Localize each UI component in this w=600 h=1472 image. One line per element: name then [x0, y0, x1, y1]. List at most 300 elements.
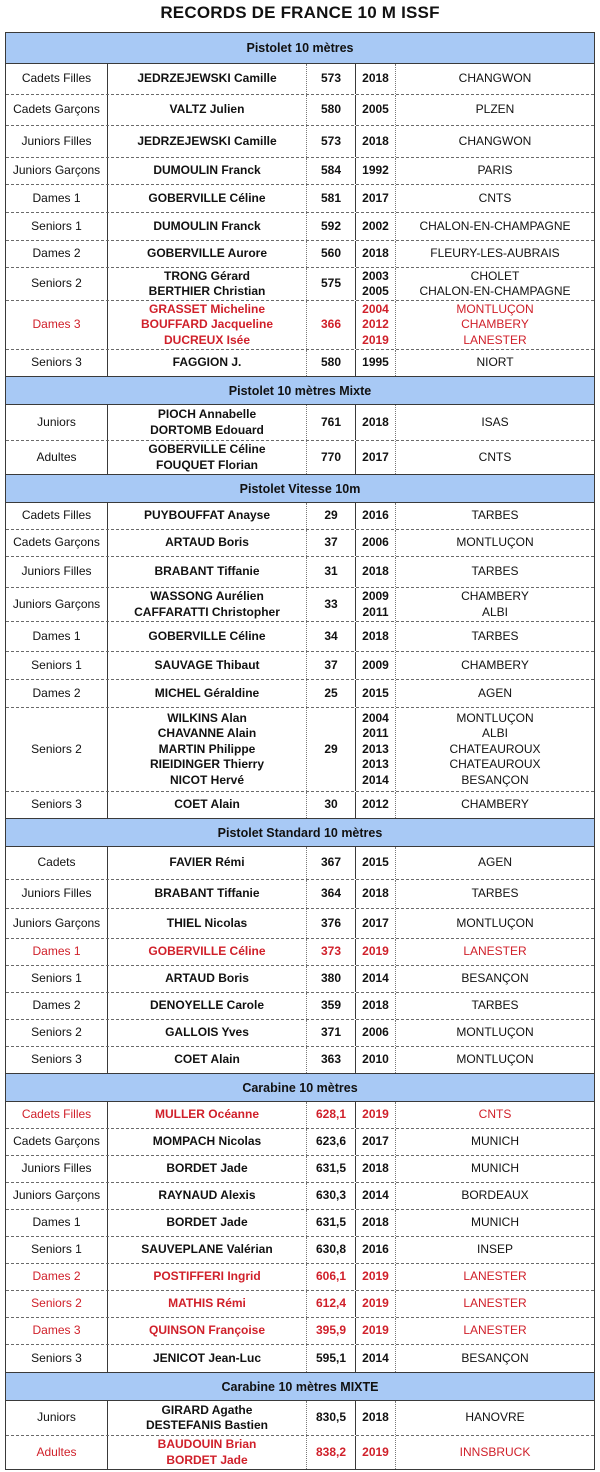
- record-row: [6, 502, 594, 529]
- category-cell: Adultes: [6, 441, 108, 474]
- year-cell: [356, 909, 396, 938]
- location-cell: [396, 993, 594, 1019]
- record-location: CHAMBERY: [461, 317, 529, 332]
- score-cell: 395,9: [307, 1318, 356, 1344]
- score-cell: 630,3: [307, 1183, 356, 1209]
- shooter-name: MULLER Océanne: [154, 1107, 259, 1122]
- shooter-names-cell: [108, 158, 307, 184]
- record-location: CHALON-EN-CHAMPAGNE: [419, 218, 571, 233]
- record-year: 2017: [362, 190, 389, 205]
- record-row: [6, 529, 594, 556]
- record-row: [6, 621, 594, 651]
- record-location: CHALON-EN-CHAMPAGNE: [419, 284, 571, 298]
- record-year: 2006: [362, 1025, 389, 1040]
- category-cell: Dames 2: [6, 680, 108, 707]
- shooter-name: TRONG Gérard: [163, 268, 250, 283]
- category-cell: Dames 2: [6, 241, 108, 267]
- shooter-names-cell: [108, 350, 307, 376]
- category-cell: Seniors 2: [6, 268, 108, 300]
- shooter-name: JEDRZEJEWSKI Camille: [137, 71, 277, 86]
- record-row: [6, 267, 594, 300]
- category-cell: Seniors 3: [6, 792, 108, 818]
- shooter-name: MARTIN Philippe: [158, 741, 256, 756]
- year-cell: [356, 405, 396, 440]
- shooter-names-cell: [108, 503, 307, 529]
- location-cell: [396, 1102, 594, 1128]
- record-row: [6, 94, 594, 125]
- shooter-name: SAUVAGE Thibaut: [154, 657, 260, 672]
- record-year: 2018: [362, 628, 389, 643]
- record-year: 2012: [362, 317, 389, 332]
- record-row: [6, 707, 594, 791]
- location-cell: [396, 1264, 594, 1290]
- record-year: 2016: [362, 1242, 389, 1257]
- shooter-name: BAUDOUIN Brian: [157, 1437, 257, 1451]
- shooter-names-cell: [108, 1318, 307, 1344]
- shooter-name: FAVIER Rémi: [169, 855, 245, 870]
- record-year: 2019: [362, 944, 389, 959]
- score-cell: 31: [307, 557, 356, 587]
- record-year: 2009: [362, 589, 389, 603]
- year-cell: [356, 185, 396, 212]
- score-cell: 33: [307, 588, 356, 621]
- record-location: MUNICH: [471, 1161, 519, 1176]
- year-cell: [356, 1020, 396, 1046]
- year-cell: [356, 1436, 396, 1469]
- shooter-names-cell: [108, 241, 307, 267]
- record-year: 2019: [362, 1444, 389, 1459]
- shooter-name: VALTZ Julien: [169, 102, 245, 117]
- score-cell: 595,1: [307, 1345, 356, 1372]
- score-cell: 30: [307, 792, 356, 818]
- record-location: MONTLUÇON: [456, 1025, 534, 1040]
- record-location: CHATEAUROUX: [449, 741, 541, 756]
- record-location: MONTLUÇON: [456, 710, 534, 725]
- shooter-name: POSTIFFERI Ingrid: [153, 1269, 261, 1284]
- section-header: Carabine 10 mètres MIXTE: [6, 1372, 594, 1400]
- shooter-name: DUCREUX Isée: [163, 332, 251, 347]
- score-cell: 380: [307, 966, 356, 992]
- category-cell: Dames 3: [6, 301, 108, 349]
- record-row: [6, 1400, 594, 1435]
- score-cell: 367: [307, 847, 356, 879]
- shooter-name: BORDET Jade: [166, 1452, 248, 1467]
- record-location: FLEURY-LES-AUBRAIS: [430, 246, 560, 261]
- shooter-name: BORDET Jade: [166, 1215, 248, 1230]
- category-cell: Cadets: [6, 847, 108, 879]
- record-year: 2014: [362, 1188, 389, 1203]
- record-year: 2019: [362, 332, 389, 347]
- record-year: 2019: [362, 1296, 389, 1311]
- category-cell: Dames 2: [6, 993, 108, 1019]
- record-row: [6, 404, 594, 440]
- score-cell: 631,5: [307, 1210, 356, 1236]
- record-year: 2018: [362, 414, 389, 429]
- location-cell: [396, 530, 594, 556]
- location-cell: [396, 241, 594, 267]
- score-cell: 376: [307, 909, 356, 938]
- shooter-names-cell: [108, 405, 307, 440]
- location-cell: [396, 1129, 594, 1155]
- record-row: [6, 1263, 594, 1290]
- shooter-names-cell: [108, 1291, 307, 1317]
- score-cell: 584: [307, 158, 356, 184]
- record-location: TARBES: [471, 998, 519, 1013]
- section-header: Pistolet Standard 10 mètres: [6, 818, 594, 846]
- year-cell: [356, 993, 396, 1019]
- shooter-names-cell: [108, 708, 307, 791]
- shooter-names-cell: [108, 680, 307, 707]
- record-year: 2015: [362, 685, 389, 700]
- record-row: [6, 1236, 594, 1263]
- shooter-name: GOBERVILLE Céline: [148, 190, 266, 205]
- record-year: 2017: [362, 1134, 389, 1149]
- location-cell: [396, 966, 594, 992]
- shooter-name: DUMOULIN Franck: [153, 163, 261, 178]
- year-cell: [356, 95, 396, 125]
- shooter-names-cell: [108, 95, 307, 125]
- shooter-name: GOBERVILLE Aurore: [146, 246, 268, 261]
- year-cell: [356, 652, 396, 679]
- year-cell: [356, 966, 396, 992]
- record-row: [6, 992, 594, 1019]
- score-cell: 575: [307, 268, 356, 300]
- year-cell: [356, 241, 396, 267]
- record-location: BESANÇON: [461, 772, 529, 787]
- shooter-name: THIEL Nicolas: [166, 915, 248, 930]
- location-cell: [396, 588, 594, 621]
- year-cell: [356, 530, 396, 556]
- year-cell: [356, 1345, 396, 1372]
- year-cell: [356, 301, 396, 349]
- location-cell: [396, 503, 594, 529]
- shooter-names-cell: [108, 1210, 307, 1236]
- record-location: MONTLUÇON: [456, 535, 534, 550]
- shooter-names-cell: [108, 1102, 307, 1128]
- location-cell: [396, 158, 594, 184]
- record-year: 2018: [362, 71, 389, 86]
- shooter-names-cell: [108, 1047, 307, 1073]
- shooter-name: PUYBOUFFAT Anayse: [143, 508, 271, 523]
- category-cell: Seniors 2: [6, 1020, 108, 1046]
- record-location: LANESTER: [463, 1323, 527, 1338]
- shooter-name: GOBERVILLE Céline: [148, 442, 266, 456]
- score-cell: 37: [307, 530, 356, 556]
- location-cell: [396, 301, 594, 349]
- shooter-name: MICHEL Géraldine: [154, 685, 260, 700]
- category-cell: Cadets Garçons: [6, 530, 108, 556]
- record-year: 2010: [362, 1052, 389, 1067]
- record-row: [6, 1155, 594, 1182]
- shooter-name: RAYNAUD Alexis: [158, 1188, 256, 1203]
- category-cell: Adultes: [6, 1436, 108, 1469]
- record-row: [6, 679, 594, 707]
- score-cell: 359: [307, 993, 356, 1019]
- shooter-name: GOBERVILLE Céline: [148, 628, 266, 643]
- location-cell: [396, 1047, 594, 1073]
- year-cell: [356, 1401, 396, 1435]
- shooter-names-cell: [108, 213, 307, 240]
- record-year: 1995: [362, 355, 389, 370]
- record-row: [6, 1344, 594, 1372]
- location-cell: [396, 405, 594, 440]
- record-location: TARBES: [471, 508, 519, 523]
- location-cell: [396, 213, 594, 240]
- shooter-names-cell: [108, 1345, 307, 1372]
- year-cell: [356, 1291, 396, 1317]
- shooter-name: WASSONG Aurélien: [150, 589, 264, 603]
- record-location: CHOLET: [470, 268, 520, 283]
- record-row: [6, 1046, 594, 1073]
- category-cell: Juniors: [6, 405, 108, 440]
- shooter-name: PIOCH Annabelle: [157, 407, 257, 421]
- location-cell: [396, 1183, 594, 1209]
- category-cell: Seniors 3: [6, 1345, 108, 1372]
- record-year: 2018: [362, 886, 389, 901]
- record-location: TARBES: [471, 628, 519, 643]
- shooter-name: COET Alain: [174, 797, 240, 812]
- shooter-names-cell: [108, 1183, 307, 1209]
- record-year: 2009: [362, 657, 389, 672]
- shooter-name: GIRARD Agathe: [161, 1402, 253, 1417]
- record-row: [6, 63, 594, 94]
- shooter-name: WILKINS Alan: [167, 710, 247, 725]
- score-cell: 631,5: [307, 1156, 356, 1182]
- record-year: 2011: [362, 726, 389, 741]
- record-row: [6, 1128, 594, 1155]
- record-year: 2002: [362, 218, 389, 233]
- category-cell: Seniors 3: [6, 350, 108, 376]
- score-cell: 581: [307, 185, 356, 212]
- shooter-name: ARTAUD Boris: [165, 971, 249, 986]
- shooter-name: CHAVANNE Alain: [157, 726, 257, 741]
- score-cell: 363: [307, 1047, 356, 1073]
- record-location: BESANÇON: [461, 971, 529, 986]
- year-cell: [356, 1047, 396, 1073]
- score-cell: 606,1: [307, 1264, 356, 1290]
- record-year: 2015: [362, 855, 389, 870]
- record-row: [6, 1317, 594, 1344]
- year-cell: [356, 708, 396, 791]
- location-cell: [396, 1318, 594, 1344]
- location-cell: [396, 680, 594, 707]
- category-cell: Dames 2: [6, 1264, 108, 1290]
- record-location: LANESTER: [463, 1269, 527, 1284]
- category-cell: Seniors 1: [6, 213, 108, 240]
- record-location: MUNICH: [471, 1134, 519, 1149]
- record-row: [6, 556, 594, 587]
- record-year: 2013: [362, 757, 389, 772]
- record-row: [6, 846, 594, 879]
- record-row: [6, 240, 594, 267]
- shooter-names-cell: [108, 847, 307, 879]
- year-cell: [356, 268, 396, 300]
- category-cell: Cadets Filles: [6, 64, 108, 94]
- year-cell: [356, 1264, 396, 1290]
- shooter-names-cell: [108, 792, 307, 818]
- record-year: 2014: [362, 1350, 389, 1365]
- record-location: MONTLUÇON: [456, 1052, 534, 1067]
- location-cell: [396, 1237, 594, 1263]
- category-cell: Juniors Filles: [6, 126, 108, 157]
- shooter-name: GOBERVILLE Céline: [148, 944, 266, 959]
- record-year: 2016: [362, 508, 389, 523]
- record-location: INNSBRUCK: [459, 1444, 531, 1459]
- score-cell: 29: [307, 503, 356, 529]
- record-location: PLZEN: [475, 102, 515, 117]
- location-cell: [396, 1210, 594, 1236]
- year-cell: [356, 939, 396, 965]
- shooter-names-cell: [108, 1401, 307, 1435]
- shooter-name: SAUVEPLANE Valérian: [141, 1242, 273, 1257]
- location-cell: [396, 95, 594, 125]
- shooter-names-cell: [108, 1156, 307, 1182]
- year-cell: [356, 1102, 396, 1128]
- shooter-name: GRASSET Micheline: [148, 301, 266, 316]
- location-cell: [396, 1156, 594, 1182]
- record-row: [6, 1101, 594, 1128]
- score-cell: 770: [307, 441, 356, 474]
- category-cell: Juniors Garçons: [6, 1183, 108, 1209]
- year-cell: [356, 158, 396, 184]
- year-cell: [356, 1183, 396, 1209]
- record-location: ALBI: [481, 726, 508, 741]
- shooter-names-cell: [108, 1020, 307, 1046]
- shooter-name: RIEIDINGER Thierry: [149, 757, 265, 772]
- shooter-name: JENICOT Jean-Luc: [152, 1350, 262, 1365]
- shooter-names-cell: [108, 126, 307, 157]
- score-cell: 612,4: [307, 1291, 356, 1317]
- record-year: 2012: [362, 797, 389, 812]
- category-cell: Seniors 2: [6, 708, 108, 791]
- shooter-names-cell: [108, 652, 307, 679]
- location-cell: [396, 441, 594, 474]
- section-header: Carabine 10 mètres: [6, 1073, 594, 1101]
- shooter-name: FAGGION J.: [172, 355, 242, 370]
- shooter-names-cell: [108, 993, 307, 1019]
- shooter-names-cell: [108, 530, 307, 556]
- location-cell: [396, 622, 594, 651]
- year-cell: [356, 880, 396, 908]
- score-cell: 371: [307, 1020, 356, 1046]
- record-row: [6, 908, 594, 938]
- category-cell: Juniors Garçons: [6, 158, 108, 184]
- shooter-names-cell: [108, 588, 307, 621]
- record-row: [6, 879, 594, 908]
- score-cell: 580: [307, 350, 356, 376]
- shooter-names-cell: [108, 966, 307, 992]
- record-location: HANOVRE: [465, 1410, 525, 1425]
- year-cell: [356, 557, 396, 587]
- record-location: AGEN: [477, 685, 512, 700]
- category-cell: Juniors Garçons: [6, 909, 108, 938]
- record-year: 2004: [362, 301, 389, 316]
- page-title: RECORDS DE FRANCE 10 M ISSF: [160, 3, 440, 22]
- record-row: [6, 587, 594, 621]
- record-year: 1992: [362, 163, 389, 178]
- shooter-names-cell: [108, 185, 307, 212]
- record-year: 2019: [362, 1323, 389, 1338]
- shooter-name: BOUFFARD Jacqueline: [140, 317, 274, 332]
- record-year: 2018: [362, 1161, 389, 1176]
- shooter-name: DUMOULIN Franck: [153, 218, 261, 233]
- category-cell: Seniors 1: [6, 966, 108, 992]
- category-cell: Cadets Filles: [6, 503, 108, 529]
- score-cell: 630,8: [307, 1237, 356, 1263]
- shooter-name: CAFFARATTI Christopher: [134, 604, 280, 619]
- record-year: 2018: [362, 246, 389, 261]
- year-cell: [356, 503, 396, 529]
- record-row: [6, 1435, 594, 1469]
- record-location: CHAMBERY: [461, 797, 529, 812]
- location-cell: [396, 880, 594, 908]
- record-year: 2005: [362, 284, 389, 298]
- score-cell: 573: [307, 126, 356, 157]
- score-cell: 364: [307, 880, 356, 908]
- location-cell: [396, 185, 594, 212]
- shooter-name: DESTEFANIS Bastien: [145, 1418, 269, 1432]
- location-cell: [396, 1020, 594, 1046]
- category-cell: Juniors Filles: [6, 557, 108, 587]
- record-row: [6, 300, 594, 349]
- record-location: PARIS: [477, 163, 513, 178]
- year-cell: [356, 1156, 396, 1182]
- record-location: TARBES: [471, 886, 519, 901]
- category-cell: Juniors Filles: [6, 1156, 108, 1182]
- record-location: CNTS: [478, 449, 512, 464]
- shooter-names-cell: [108, 1264, 307, 1290]
- year-cell: [356, 1210, 396, 1236]
- record-row: [6, 349, 594, 376]
- shooter-names-cell: [108, 939, 307, 965]
- shooter-name: ARTAUD Boris: [165, 535, 249, 550]
- record-row: [6, 791, 594, 818]
- category-cell: Juniors Filles: [6, 880, 108, 908]
- shooter-names-cell: [108, 880, 307, 908]
- year-cell: [356, 1237, 396, 1263]
- category-cell: Dames 3: [6, 1318, 108, 1344]
- record-location: ALBI: [481, 604, 508, 619]
- section-header: Pistolet 10 mètres Mixte: [6, 376, 594, 404]
- score-cell: 37: [307, 652, 356, 679]
- shooter-names-cell: [108, 909, 307, 938]
- shooter-name: MATHIS Rémi: [168, 1296, 246, 1311]
- year-cell: [356, 588, 396, 621]
- record-row: [6, 1182, 594, 1209]
- location-cell: [396, 126, 594, 157]
- record-location: LANESTER: [463, 1296, 527, 1311]
- record-location: AGEN: [477, 855, 512, 870]
- record-row: [6, 1019, 594, 1046]
- score-cell: 838,2: [307, 1436, 356, 1469]
- record-row: [6, 1290, 594, 1317]
- record-location: NIORT: [476, 355, 514, 370]
- shooter-names-cell: [108, 441, 307, 474]
- record-location: TARBES: [471, 564, 519, 579]
- record-location: CHANGWON: [458, 71, 532, 86]
- score-cell: 623,6: [307, 1129, 356, 1155]
- record-row: [6, 212, 594, 240]
- location-cell: [396, 64, 594, 94]
- year-cell: [356, 64, 396, 94]
- records-table: [5, 32, 595, 1470]
- shooter-names-cell: [108, 622, 307, 651]
- score-cell: 628,1: [307, 1102, 356, 1128]
- score-cell: 34: [307, 622, 356, 651]
- record-location: LANESTER: [463, 332, 527, 347]
- record-location: BESANÇON: [461, 1350, 529, 1365]
- record-row: [6, 1209, 594, 1236]
